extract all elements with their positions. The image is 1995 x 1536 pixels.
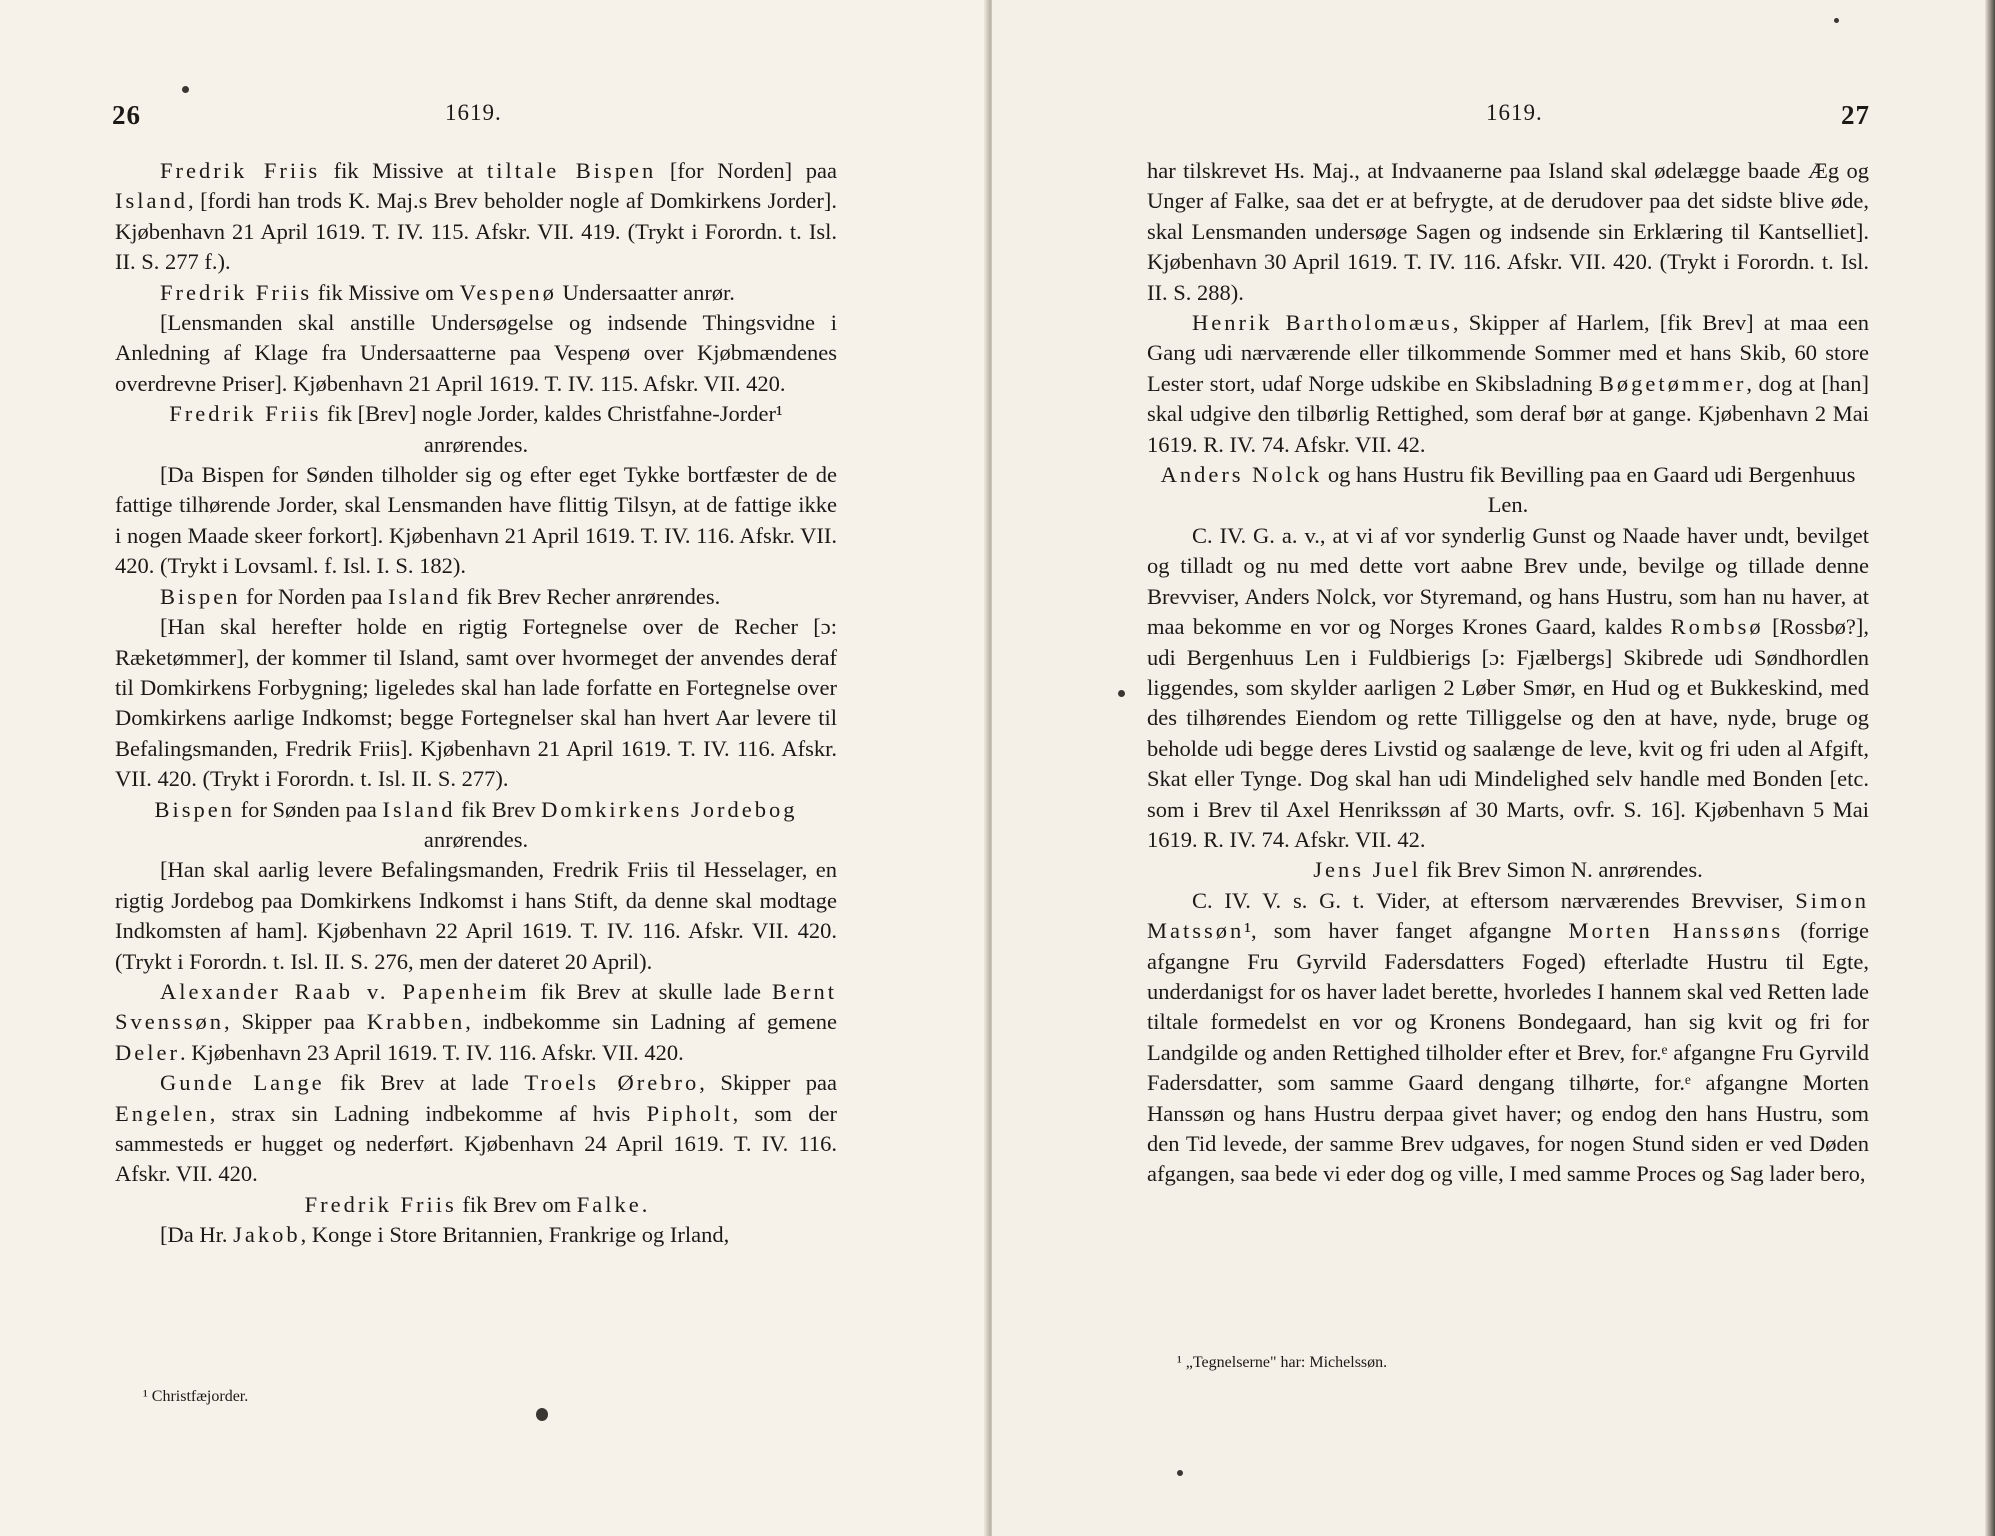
text-run: , indbekomme sin Ladning af gemene <box>465 1009 838 1035</box>
paragraph <box>1147 855 1869 885</box>
paragraph <box>115 460 837 582</box>
spaced-name: Fredrik Friis <box>169 401 322 427</box>
text-run: [Lensmanden skal anstille Undersøgelse og indsende Thingsvidne i Anledning af Klage fra Undersaatterne paa Vespenø over Kjøbmændenes overdrevne Priser]. Kjøbenhavn 21 April 1619. T. IV. 115. Afskr. VII. 420. <box>115 310 837 396</box>
spaced-name: Rombsø <box>1670 614 1764 640</box>
text-run: for Sønden paa <box>235 796 383 822</box>
spaced-name: Fredrik Friis <box>304 1191 457 1217</box>
text-run: C. IV. V. s. G. t. Vider, at eftersom nærværendes Brevviser, <box>1192 887 1796 913</box>
spaced-name: Anders Nolck <box>1160 462 1323 488</box>
paragraph <box>1147 460 1869 521</box>
spaced-name: Henrik Bartholomæus <box>1192 310 1453 336</box>
running-head-left: 1619. <box>445 100 502 125</box>
paragraph <box>1147 886 1869 1190</box>
paragraph <box>115 855 837 977</box>
spaced-name: Pipholt <box>646 1100 733 1126</box>
text-run: fik Missive at <box>320 158 487 183</box>
text-run: ¹, som haver fanget afgangne <box>1244 918 1569 944</box>
text-run: [Han skal herefter holde en rigtig Fortegnelse over de Recher [ɔ: Ræketømmer], der kommer til Island, samt over hvormeget der anvendes deraf til Domkirkens Forbygning; ligeledes skal han lade forfatte en Fortegnelse over Domkirkens aarlige Indkomst; begge Fortegnelser skal han hvert Aar levere til Befalingsmanden, Fredrik Friis]. Kjøbenhavn 21 April 1619. T. IV. 116. Afskr. VII. 420. (Trykt i Forordn. t. Isl. II. S. 277). <box>115 614 837 792</box>
text-run: , strax sin Ladning indbekomme af hvis <box>209 1100 647 1126</box>
page-number-right: 27 <box>1841 100 1870 130</box>
text-run: Undersaatter anrør. <box>556 279 735 305</box>
paragraph <box>115 1068 837 1190</box>
left-page <box>0 0 990 1536</box>
spaced-name: Engelen <box>115 1100 210 1126</box>
text-run: [Da Hr. <box>160 1222 234 1248</box>
paragraph <box>115 612 837 794</box>
paragraph <box>115 1220 837 1250</box>
print-speck <box>536 1408 548 1421</box>
text-run: [Rossbø?], udi Bergenhuus Len i Fuldbierigs [ɔ: Fjælbergs] Skibrede udi Søndhordlen liggendes, som skylder aarligen 2 Løber Smør, en Hud og et Bukkeskind, med des tilhørendes Eiendom og rette Tilliggelse og den at have, nyde, bruge og beholde udi begge deres Livstid og saalænge de leve, kvit og fri uden al Afgift, Skat eller Tynge. Dog skal han udi Mindelighed selv handle med Bonden [etc. som i Brev til Axel Henrikssøn af 30 Marts, ovfr. S. 16]. Kjøbenhavn 5 Mai 1619. R. IV. 74. Afskr. VII. 42. <box>1147 614 1869 852</box>
text-run: , Skipper paa <box>699 1070 837 1096</box>
paragraph <box>115 399 837 460</box>
text-run: fik Brev at skulle lade <box>529 978 772 1004</box>
text-run: , [fordi han trods K. Maj.s Brev beholder nogle af Domkirkens Jorder]. Kjøbenhavn 21 April 1619. T. IV. 115. Afskr. VII. 419. (Trykt i Forordn. t. Isl. II. S. 277 f.). <box>115 188 837 275</box>
spaced-name: Vespenø <box>459 279 557 305</box>
text-run: , Konge i Store Britannien, Frankrige og Irland, <box>300 1222 730 1248</box>
print-speck <box>1118 690 1125 697</box>
spaced-name: Gunde Lange <box>160 1070 325 1096</box>
spaced-name: Deler <box>115 1039 180 1065</box>
text-run: [Da Bispen for Sønden tilholder sig og efter eget Tykke bortfæster de de fattige tilhørende Jorder, skal Lensmanden have flittig Tilsyn, at de fattige ikke i nogen Maade skeer forkort]. Kjøbenhavn 21 April 1619. T. IV. 116. Afskr. VII. 420. (Trykt i Lovsaml. f. Isl. I. S. 182). <box>115 462 837 579</box>
text-run: , Skipper paa <box>224 1009 367 1035</box>
text-run: fik Brev Simon N. anrørendes. <box>1420 857 1703 883</box>
spaced-name: Troels Ørebro <box>524 1070 700 1096</box>
paragraph <box>115 1190 837 1220</box>
text-run: og hans Hustru fik Bevilling paa en Gaard udi Bergenhuus Len. <box>1322 462 1856 518</box>
text-run: . Kjøbenhavn 23 April 1619. T. IV. 116. Afskr. VII. 420. <box>179 1039 684 1065</box>
text-run: . <box>641 1191 648 1217</box>
text-run: anrørendes. <box>423 826 529 852</box>
spaced-name: Alexander Raab v. Papenheim <box>160 978 530 1004</box>
spaced-name: Jakob <box>233 1222 301 1248</box>
text-run: (forrige afgangne Fru Gyrvild Fadersdatters Foged) efterladte Hustru til Egte, underdanigst for os haver ladet berette, hvorledes I hannem skal ved Retten lade tiltale formedelst en vor og Kronens Bondegaard, han sig kvit og fri for Landgilde og anden Rettighed tilholder efter et Brev, for.ᵉ afgangne Fru Gyrvild Fadersdatter, som samme Gaard dengang tilhørte, for.ᵉ afgangne Morten Hanssøn og hans Hustru derpaa givet haver; og endog den hans Hustru, som den Tid levede, der samme Brev udgaves, for nogen Stund siden er ved Døden afgangen, saa bede vi eder dog og ville, I med samme Proces og Sag lader bero, <box>1147 918 1869 1187</box>
paragraph <box>1147 521 1869 855</box>
text-run: [for Norden] paa <box>656 158 837 183</box>
spaced-name: tiltale Bispen <box>486 158 657 183</box>
print-speck <box>1834 18 1839 23</box>
text-run: fik Brev <box>455 796 542 822</box>
paragraph <box>115 308 837 399</box>
text-run: fik Brev om <box>456 1191 577 1217</box>
spaced-name: Island <box>382 796 456 822</box>
right-page <box>992 0 1995 1536</box>
spaced-name: Jens Juel <box>1313 857 1421 883</box>
paragraph <box>1147 308 1869 460</box>
text-run: for Norden paa <box>240 583 388 609</box>
paragraph <box>115 278 837 308</box>
spaced-name: Bøgetømmer <box>1598 370 1747 396</box>
page-number-left: 26 <box>112 100 141 130</box>
paragraph <box>115 156 837 278</box>
text-run: fik Brev Recher anrørendes. <box>460 583 721 609</box>
spaced-name: Morten Hanssøns <box>1568 918 1784 944</box>
text-run: C. IV. G. a. v., at vi af vor synderlig Gunst og Naade haver undt, bevilget og tilladt og nu med dette vort aabne Brev unde, bevilge og tillade denne Brevviser, Anders Nolck, vor Styremand, og hans Hustru, som han nu haver, at maa bekomme en vor og Norges Krones Gaard, kaldes <box>1147 522 1869 640</box>
spaced-name: Simon Matssøn <box>1147 887 1869 944</box>
print-speck <box>1177 1470 1183 1476</box>
left-footnote: ¹ Christfæjorder. <box>143 1388 249 1405</box>
right-footnote: ¹ „Tegnelserne" har: Michelssøn. <box>1177 1354 1388 1371</box>
spaced-name: Island <box>387 583 461 609</box>
right-page-text <box>1147 156 1869 1190</box>
running-head-right: 1619. <box>1486 100 1543 125</box>
text-run: fik Missive om <box>312 279 460 305</box>
spaced-name: Falke <box>576 1191 642 1217</box>
spaced-name: Bispen <box>160 583 241 609</box>
paragraph <box>1147 156 1869 308</box>
spaced-name: Bispen <box>154 796 236 822</box>
text-run: , Skipper af Harlem, [fik Brev] at maa een Gang udi nærværende eller tilkommende Sommer med et hans Skib, 60 store Lester stort, udaf Norge udskibe en Skibsladning <box>1147 310 1870 396</box>
text-run: , dog at [han] skal udgive den tilbørlig Rettighed, som deraf bør at gange. Kjøbenhavn 2 Mai 1619. R. IV. 74. Afskr. VII. 42. <box>1147 370 1869 457</box>
spaced-name: Island <box>115 188 188 214</box>
spaced-name: Bernt Svenssøn <box>115 978 837 1035</box>
paragraph <box>115 977 837 1068</box>
text-run: fik [Brev] nogle Jorder, kaldes Christfahne-Jorder¹ anrørendes. <box>321 401 783 457</box>
page-edge-shadow <box>1985 0 1995 1536</box>
text-run: fik Brev at lade <box>324 1070 525 1096</box>
text-run: [Han skal aarlig levere Befalingsmanden, Fredrik Friis til Hesselager, en rigtig Jordebog paa Domkirkens Indkomst i hans Stift, da denne skal modtage Indkomsten af ham]. Kjøbenhavn 22 April 1619. T. IV. 116. Afskr. VII. 420. (Trykt i Forordn. t. Isl. II. S. 276, men der dateret 20 April). <box>115 857 837 974</box>
text-run: , som der sammesteds er hugget og nederført. Kjøbenhavn 24 April 1619. T. IV. 116. Afskr. VII. 420. <box>115 1100 837 1187</box>
text-run: har tilskrevet Hs. Maj., at Indvaanerne paa Island skal ødelægge baade Æg og Unger af Falke, saa det er at befrygte, at de derudover paa det sidste blive øde, skal Lensmanden undersøge Sagen og indsende sin Erklæring til Kantselliet]. Kjøbenhavn 30 April 1619. T. IV. 116. Afskr. VII. 420. (Trykt i Forordn. t. Isl. II. S. 288). <box>1147 158 1869 305</box>
paragraph <box>115 795 837 856</box>
print-speck <box>182 86 189 93</box>
spaced-name: Domkirkens Jordebog <box>541 796 798 822</box>
spaced-name: Fredrik Friis <box>160 158 321 183</box>
left-page-text <box>115 156 837 1251</box>
paragraph <box>115 582 837 612</box>
spaced-name: Krabben <box>366 1009 466 1035</box>
spaced-name: Fredrik Friis <box>160 279 313 305</box>
